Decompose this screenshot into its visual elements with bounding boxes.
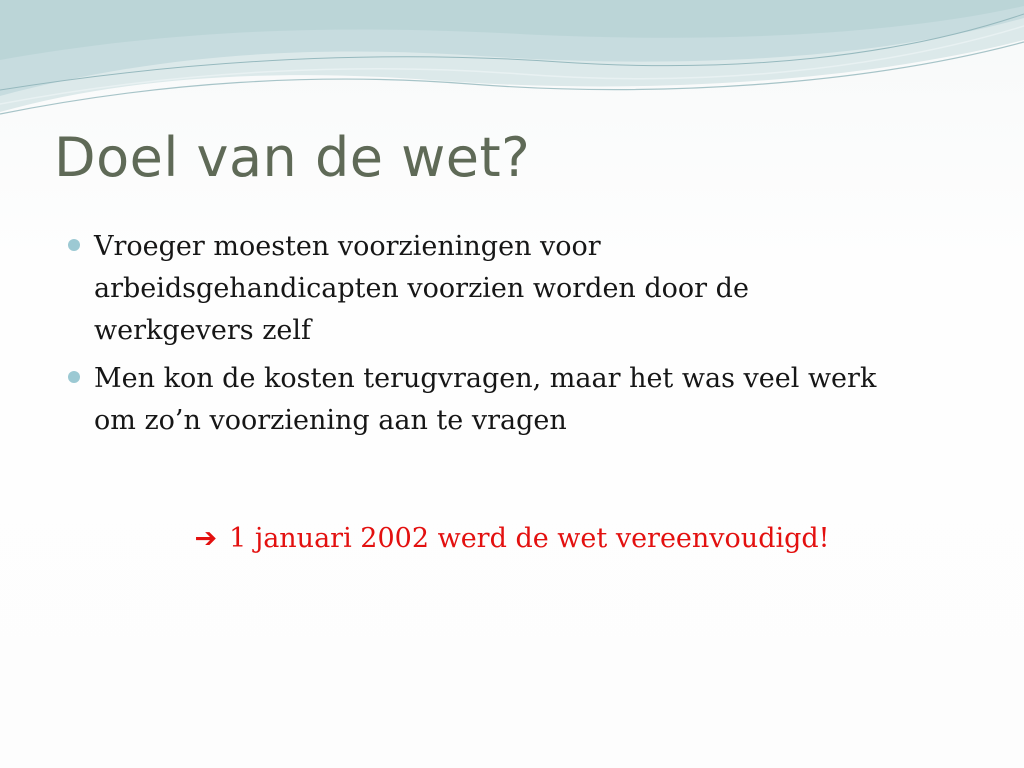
bullet-text: Men kon de kosten terugvragen, maar het was veel werk om zo’n voorziening aan te vragen	[94, 363, 877, 436]
slide-title: Doel van de wet?	[54, 126, 531, 189]
bullet-list	[68, 226, 898, 448]
arrow-right-icon: ➔	[194, 523, 218, 554]
bullet-item	[68, 226, 898, 352]
bullet-marker-icon	[68, 239, 80, 251]
bullet-item	[68, 358, 898, 442]
bullet-text: Vroeger moesten voorzieningen voor arbeidsgehandicapten voorzien worden door de werkgevers zelf	[94, 231, 749, 346]
conclusion-line	[0, 518, 1024, 560]
conclusion-text: 1 januari 2002 werd de wet vereenvoudigd!	[229, 523, 830, 554]
decorative-wave-banner	[0, 0, 1024, 130]
bullet-marker-icon	[68, 371, 80, 383]
